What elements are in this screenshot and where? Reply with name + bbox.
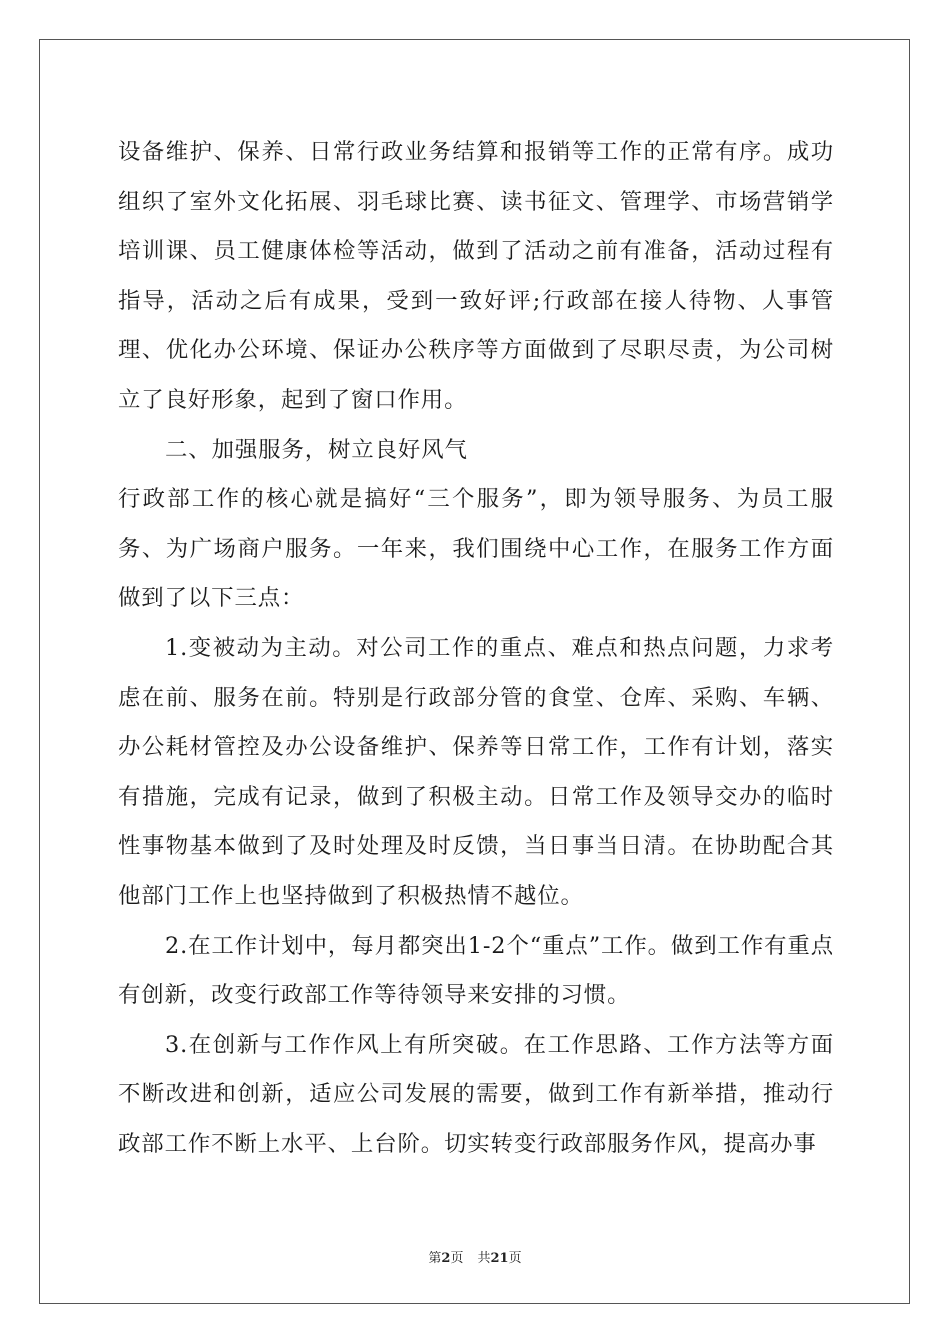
total-pages: 21 (490, 1251, 509, 1266)
section-heading-2: 二、加强服务，树立良好风气 (165, 436, 468, 463)
page-number: 2 (441, 1251, 451, 1266)
total-suffix: 页 (508, 1251, 522, 1266)
paragraph-3: 行政部工作的核心就是搞好“三个服务”，即为领导服务、为员工服务、为广场商户服务。一年来，我们围绕中心工作，在服务工作方面做到了以下三点： (118, 486, 834, 612)
total-prefix: 共 (477, 1251, 491, 1266)
page-footer (0, 1247, 950, 1266)
page-suffix: 页 (450, 1251, 464, 1266)
page-prefix: 第 (428, 1251, 442, 1266)
list-item-3: 3.在创新与工作作风上有所突破。在工作思路、工作方法等方面不断改进和创新，适应公司发展的需要，做到工作有新举措，推动行政部工作不断上水平、上台阶。切实转变行政部服务作风，提高办事 (118, 1031, 834, 1157)
list-item-2: 2.在工作计划中，每月都突出1-2个“重点”工作。做到工作有重点有创新，改变行政部工作等待领导来安排的习惯。 (118, 932, 834, 1009)
document-body (118, 128, 834, 1169)
paragraph-1: 设备维护、保养、日常行政业务结算和报销等工作的正常有序。成功组织了室外文化拓展、羽毛球比赛、读书征文、管理学、市场营销学培训课、员工健康体检等活动，做到了活动之前有准备，活动过程有指导，活动之后有成果，受到一致好评;行政部在接人待物、人事管理、优化办公环境、保证办公秩序等方面做到了尽职尽责，为公司树立了良好形象，起到了窗口作用。 (118, 139, 834, 413)
list-item-1: 1.变被动为主动。对公司工作的重点、难点和热点问题，力求考虑在前、服务在前。特别是行政部分管的食堂、仓库、采购、车辆、办公耗材管控及办公设备维护、保养等日常工作，工作有计划，落实有措施，完成有记录，做到了积极主动。日常工作及领导交办的临时性事物基本做到了及时处理及时反馈，当日事当日清。在协助配合其他部门工作上也坚持做到了积极热情不越位。 (118, 634, 834, 909)
